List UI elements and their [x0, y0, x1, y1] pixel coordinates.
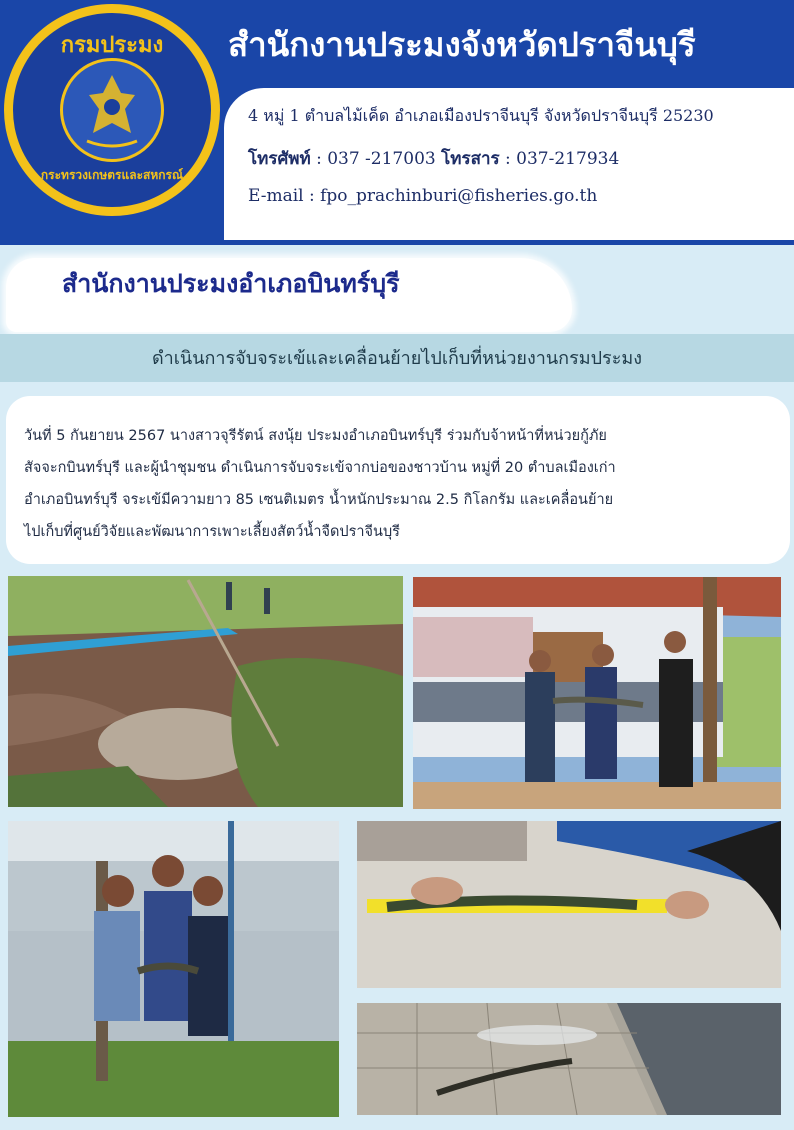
- logo-bottom-text: กระทรวงเกษตรและสหกรณ์: [40, 168, 184, 182]
- photo-measuring-crocodile: [357, 821, 781, 988]
- fisheries-logo: [4, 4, 220, 216]
- office-title: สำนักงานประมงจังหวัดปราจีนบุรี: [228, 25, 696, 64]
- phone-label: โทรศัพท์: [248, 149, 311, 169]
- logo-top-text: กรมประมง: [60, 33, 164, 58]
- phone-fax-line: [248, 145, 619, 172]
- email-line: E-mail : fpo_prachinburi@fisheries.go.th: [248, 186, 598, 206]
- body-paragraph: วันที่ 5 กันยายน 2567 นางสาวจุรีรัตน์ สงนุ้ย ประมงอำเภอบินทร์บุรี ร่วมกับจ้าหน้าที่หน่วยกู้ภัย สัจจะกบินทร์บุรี และผู้นำชุมชน ดำเนินการจับจระเข้จากบ่อของชาวบ้าน หมู่ที่ 20 ตำบลเมืองเก่า อำเภอบินทร์บุรี จระเข้มีความยาว 85 เซนติเมตร น้ำหนักประมาณ 2.5 กิโลกรัม และเคลื่อนย้าย ไปเก็บที่ศูนย์วิจัยและพัฒนาการเพาะเลี้ยงสัตว์น้ำจืดปราจีนบุรี: [24, 428, 616, 540]
- district-title: สำนักงานประมงอำเภอบินทร์บุรี: [62, 269, 400, 298]
- fax-label: โทรสาร: [441, 149, 500, 169]
- photo-crocodile-tiles: [357, 1003, 781, 1115]
- contact-box: [224, 88, 794, 240]
- fax-value: : 037-217934: [499, 149, 620, 169]
- topic-heading: ดำเนินการจับจระเข้และเคลื่อนย้ายไปเก็บที่หน่วยงานกรมประมง: [151, 348, 643, 369]
- photo-pond: [8, 576, 403, 807]
- seal-emblem-icon: [60, 58, 164, 162]
- photo-house-crocodile: [413, 577, 781, 809]
- photo-team-crocodile: [8, 821, 339, 1117]
- address-line: 4 หมู่ 1 ตำบลไม้เค็ด อำเภอเมืองปราจีนบุรี จังหวัดปราจีนบุรี 25230: [248, 106, 714, 125]
- header-banner: [0, 0, 794, 245]
- phone-value: : 037 -217003: [310, 149, 442, 169]
